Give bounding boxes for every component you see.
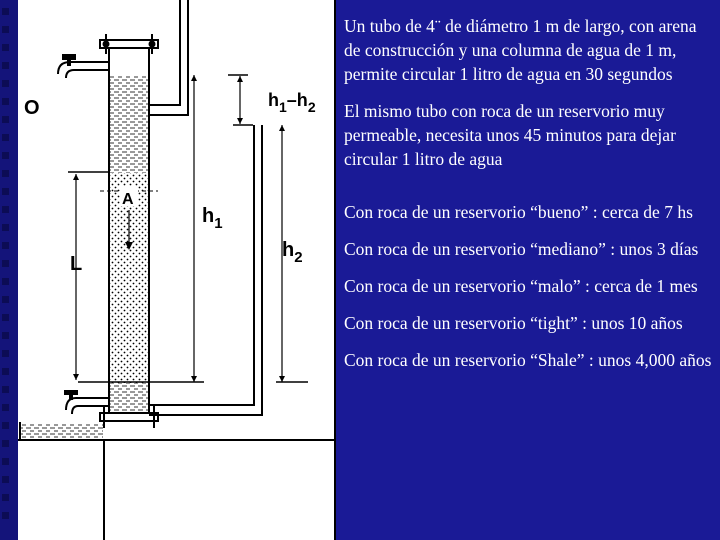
head-diff-sub2: 2 [307, 99, 316, 115]
head-difference-dimension [228, 75, 253, 125]
paragraph-tight-reservoir: Con roca de un reservorio “tight” : unos 10 años [344, 313, 683, 333]
h1-label-sub: 1 [214, 215, 223, 232]
paragraph-good-reservoir: Con roca de un reservorio “bueno” : cerca de 7 hs [344, 202, 693, 222]
paragraph-bad-reservoir: Con roca de un reservorio “malo” : cerca de 1 mes [344, 276, 698, 296]
svg-text:h1–h2 [268, 90, 316, 115]
h2-label-h: h [282, 239, 295, 261]
h1-label-h: h [202, 205, 215, 227]
left-decorative-strip [0, 0, 18, 540]
head-diff-h: h [268, 90, 279, 110]
svg-text:h2 [282, 239, 303, 266]
paragraph-sand-test: Un tubo de 4¨ de diámetro 1 m de largo, con arena de construcción y una columna de agua de 1 m, permite circular 1 litro de agua en 30 segundos [344, 16, 697, 84]
paragraph-medium-reservoir: Con roca de un reservorio “mediano” : unos 3 días [344, 239, 699, 259]
top-valve [58, 54, 109, 78]
bottom-reservoir [18, 422, 334, 540]
h2-label-sub: 2 [294, 249, 303, 266]
head-diff-minus: –h [286, 90, 308, 110]
paragraph-permeable-rock: El mismo tubo con roca de un reservorio muy permeable, necesita unos 45 minutos para dejar circular 1 litro de agua [344, 101, 676, 169]
outlet-o-label: O [24, 97, 40, 119]
length-dimension [68, 172, 110, 380]
paragraph-shale-reservoir: Con roca de un reservorio “Shale” : unos 4,000 años [344, 350, 712, 370]
description-text [344, 14, 712, 386]
bottom-valve [64, 390, 109, 414]
svg-text:h1 [202, 205, 223, 232]
darcy-experiment-diagram [18, 0, 336, 540]
section-a-label: A [122, 191, 134, 208]
length-l-label: L [70, 253, 83, 275]
head-diff-sub1: 1 [279, 99, 287, 115]
